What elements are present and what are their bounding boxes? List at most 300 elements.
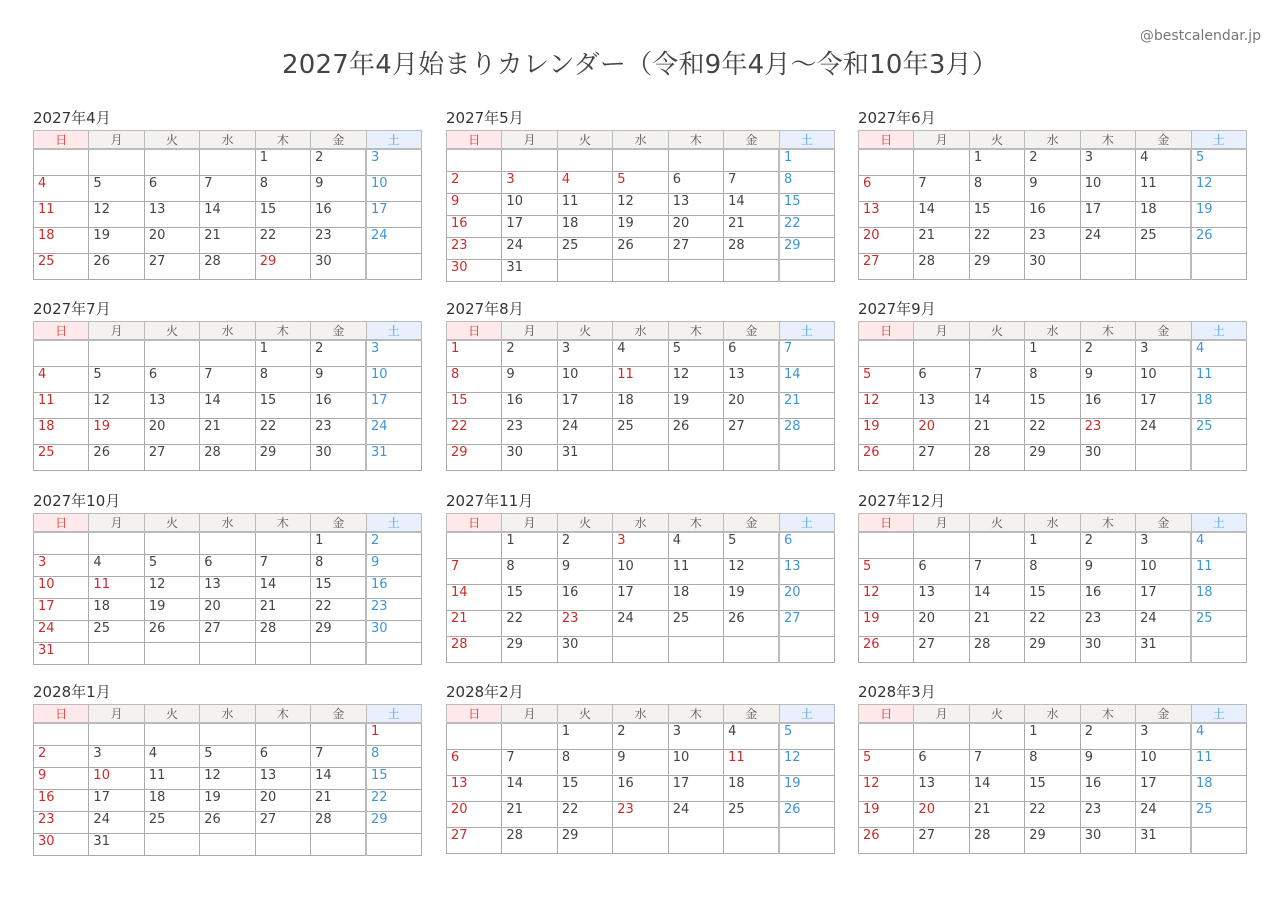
day-cell: 15 [779,194,834,216]
day-cell: 23 [311,419,366,445]
month-calendar [858,298,1247,471]
empty-cell [969,532,1024,559]
weekday-header: 日 [34,514,89,533]
day-cell: 22 [969,228,1024,254]
day-cell: 8 [1025,750,1080,776]
week-row [34,176,422,202]
month-title: 2027年12月 [858,492,946,510]
week-row [447,172,835,194]
week-row [34,228,422,254]
week-row [34,393,422,419]
day-cell: 18 [613,393,668,419]
day-cell: 24 [1080,228,1135,254]
day-cell: 27 [200,621,255,643]
day-cell: 23 [613,802,668,828]
day-cell: 11 [668,559,723,585]
day-cell: 28 [779,419,834,445]
day-cell: 3 [1136,340,1191,367]
day-cell: 13 [914,585,969,611]
week-row [34,419,422,445]
weekday-header: 土 [1191,131,1246,150]
day-cell: 1 [1025,532,1080,559]
week-row [447,419,835,445]
day-cell: 5 [200,746,255,768]
month-table [858,130,1247,280]
day-cell: 31 [502,260,557,282]
week-row [34,532,422,555]
day-cell: 24 [668,802,723,828]
month-calendar [446,681,835,854]
day-cell: 29 [1025,445,1080,471]
month-title: 2028年3月 [858,683,936,701]
day-cell: 11 [613,367,668,393]
week-row [859,340,1247,367]
day-cell: 24 [366,228,421,254]
day-cell: 5 [859,559,914,585]
empty-cell [144,149,199,176]
day-cell: 30 [1080,445,1135,471]
day-cell: 17 [1136,776,1191,802]
day-cell: 13 [200,577,255,599]
day-cell: 25 [89,621,144,643]
day-cell: 26 [613,238,668,260]
day-cell: 29 [311,621,366,643]
empty-cell [255,643,310,665]
day-cell: 20 [144,419,199,445]
month-calendar [33,298,422,471]
day-cell: 7 [255,555,310,577]
day-cell: 9 [557,559,612,585]
day-cell: 16 [557,585,612,611]
day-cell: 18 [724,776,779,802]
weekday-header: 土 [366,514,421,533]
weekday-header-row [34,514,422,533]
day-cell: 22 [502,611,557,637]
day-cell: 12 [613,194,668,216]
day-cell: 10 [89,768,144,790]
day-cell: 14 [447,585,502,611]
day-cell: 21 [779,393,834,419]
day-cell: 1 [447,340,502,367]
day-cell: 15 [1025,776,1080,802]
day-cell: 11 [1191,367,1246,393]
day-cell: 27 [914,637,969,663]
month-table [33,704,422,856]
day-cell: 16 [502,393,557,419]
day-cell: 20 [779,585,834,611]
day-cell: 14 [200,393,255,419]
week-row [447,194,835,216]
day-cell: 13 [914,776,969,802]
week-row [859,228,1247,254]
empty-cell [613,149,668,172]
weekday-header: 金 [311,705,366,724]
weekday-header: 木 [1080,131,1135,150]
weekday-header-row [859,322,1247,341]
month-calendar [446,490,835,663]
day-cell: 2 [502,340,557,367]
week-row [34,643,422,665]
weekday-header: 木 [1080,514,1135,533]
day-cell: 1 [557,723,612,750]
weekday-header: 火 [144,705,199,724]
day-cell: 27 [724,419,779,445]
day-cell: 7 [969,367,1024,393]
empty-cell [613,828,668,854]
day-cell: 23 [1025,228,1080,254]
weekday-header-row [859,131,1247,150]
weekday-header: 日 [34,322,89,341]
day-cell: 7 [724,172,779,194]
weekday-header: 月 [502,131,557,150]
day-cell: 23 [1080,419,1135,445]
month-calendar [858,490,1247,663]
week-row [859,367,1247,393]
day-cell: 17 [366,202,421,228]
week-row [859,802,1247,828]
day-cell: 27 [668,238,723,260]
day-cell: 23 [311,228,366,254]
weekday-header: 水 [200,705,255,724]
day-cell: 28 [311,812,366,834]
week-row [859,828,1247,854]
weekday-header: 火 [557,705,612,724]
weekday-header: 金 [1136,322,1191,341]
day-cell: 30 [447,260,502,282]
day-cell: 27 [859,254,914,280]
week-row [859,445,1247,471]
day-cell: 24 [1136,419,1191,445]
weekday-header: 土 [366,322,421,341]
weekday-header: 木 [668,322,723,341]
weekday-header: 木 [1080,322,1135,341]
empty-cell [200,723,255,746]
month-table [33,321,422,471]
day-cell: 7 [969,559,1024,585]
week-row [34,340,422,367]
empty-cell [311,643,366,665]
empty-cell [969,340,1024,367]
week-row [447,216,835,238]
day-cell: 19 [1191,202,1246,228]
week-row [859,559,1247,585]
day-cell: 15 [502,585,557,611]
day-cell: 16 [613,776,668,802]
day-cell: 21 [502,802,557,828]
month-table [446,513,835,663]
empty-cell [144,834,199,856]
day-cell: 17 [366,393,421,419]
empty-cell [779,260,834,282]
day-cell: 9 [366,555,421,577]
day-cell: 17 [502,216,557,238]
day-cell: 9 [1080,559,1135,585]
day-cell: 18 [668,585,723,611]
weekday-header-row [859,514,1247,533]
month-calendar [858,107,1247,280]
day-cell: 18 [557,216,612,238]
day-cell: 20 [255,790,310,812]
empty-cell [447,149,502,172]
day-cell: 5 [724,532,779,559]
page-title: 2027年4月始まりカレンダー（令和9年4月～令和10年3月） [282,50,998,80]
week-row [447,637,835,663]
week-row [859,637,1247,663]
day-cell: 5 [668,340,723,367]
weekday-header: 火 [969,705,1024,724]
day-cell: 22 [557,802,612,828]
day-cell: 29 [366,812,421,834]
day-cell: 5 [859,750,914,776]
month-title: 2027年7月 [33,300,111,318]
day-cell: 13 [144,393,199,419]
month-title: 2027年10月 [33,492,121,510]
day-cell: 10 [1136,367,1191,393]
empty-cell [724,828,779,854]
week-row [34,834,422,856]
day-cell: 10 [557,367,612,393]
empty-cell [255,532,310,555]
day-cell: 16 [1080,393,1135,419]
empty-cell [255,834,310,856]
empty-cell [613,445,668,471]
day-cell: 22 [255,419,310,445]
day-cell: 25 [1191,611,1246,637]
day-cell: 29 [255,445,310,471]
day-cell: 10 [1136,559,1191,585]
day-cell: 12 [144,577,199,599]
day-cell: 31 [89,834,144,856]
day-cell: 30 [366,621,421,643]
empty-cell [200,532,255,555]
day-cell: 16 [34,790,89,812]
week-row [34,202,422,228]
week-row [447,611,835,637]
day-cell: 24 [89,812,144,834]
day-cell: 2 [1080,340,1135,367]
day-cell: 28 [255,621,310,643]
day-cell: 4 [1191,723,1246,750]
empty-cell [366,254,421,280]
day-cell: 2 [613,723,668,750]
day-cell: 30 [1080,828,1135,854]
weekday-header: 土 [779,514,834,533]
day-cell: 9 [1080,367,1135,393]
weekday-header: 月 [914,322,969,341]
day-cell: 21 [200,228,255,254]
weekday-header-row [34,322,422,341]
week-row [34,149,422,176]
day-cell: 9 [613,750,668,776]
month-table [858,321,1247,471]
month-calendar [858,681,1247,854]
day-cell: 10 [34,577,89,599]
day-cell: 17 [1080,202,1135,228]
day-cell: 16 [1025,202,1080,228]
day-cell: 12 [859,776,914,802]
day-cell: 1 [779,149,834,172]
week-row [859,723,1247,750]
empty-cell [914,340,969,367]
day-cell: 2 [557,532,612,559]
empty-cell [668,149,723,172]
weekday-header: 水 [613,131,668,150]
day-cell: 8 [255,367,310,393]
day-cell: 26 [779,802,834,828]
day-cell: 19 [859,802,914,828]
month-title: 2028年1月 [33,683,111,701]
day-cell: 24 [1136,802,1191,828]
day-cell: 17 [89,790,144,812]
weekday-header: 火 [557,322,612,341]
day-cell: 2 [1080,532,1135,559]
day-cell: 28 [200,445,255,471]
weekday-header: 水 [1025,514,1080,533]
weekday-header: 土 [779,705,834,724]
day-cell: 31 [1136,828,1191,854]
empty-cell [859,532,914,559]
day-cell: 12 [668,367,723,393]
day-cell: 1 [366,723,421,746]
day-cell: 29 [1025,828,1080,854]
day-cell: 25 [668,611,723,637]
day-cell: 29 [255,254,310,280]
day-cell: 6 [724,340,779,367]
empty-cell [34,149,89,176]
day-cell: 6 [859,176,914,202]
weekday-header: 火 [969,514,1024,533]
weekday-header-row [859,705,1247,724]
weekday-header-row [447,322,835,341]
day-cell: 17 [34,599,89,621]
day-cell: 8 [557,750,612,776]
empty-cell [668,445,723,471]
weekday-header: 木 [668,705,723,724]
day-cell: 20 [914,611,969,637]
day-cell: 17 [613,585,668,611]
day-cell: 11 [1191,559,1246,585]
empty-cell [914,532,969,559]
day-cell: 21 [969,802,1024,828]
empty-cell [200,643,255,665]
day-cell: 5 [144,555,199,577]
day-cell: 23 [1080,611,1135,637]
day-cell: 22 [255,228,310,254]
week-row [859,176,1247,202]
day-cell: 24 [1136,611,1191,637]
weekday-header: 金 [311,514,366,533]
day-cell: 14 [200,202,255,228]
day-cell: 13 [255,768,310,790]
day-cell: 22 [447,419,502,445]
empty-cell [89,149,144,176]
week-row [447,585,835,611]
day-cell: 22 [1025,419,1080,445]
week-row [34,555,422,577]
day-cell: 20 [859,228,914,254]
day-cell: 1 [255,340,310,367]
week-row [34,790,422,812]
day-cell: 19 [859,611,914,637]
empty-cell [34,340,89,367]
day-cell: 12 [859,393,914,419]
day-cell: 11 [34,202,89,228]
day-cell: 26 [1191,228,1246,254]
day-cell: 20 [914,419,969,445]
day-cell: 15 [1025,585,1080,611]
week-row [34,599,422,621]
day-cell: 25 [34,445,89,471]
day-cell: 7 [914,176,969,202]
day-cell: 13 [914,393,969,419]
day-cell: 8 [447,367,502,393]
day-cell: 13 [447,776,502,802]
day-cell: 15 [969,202,1024,228]
day-cell: 1 [255,149,310,176]
day-cell: 19 [613,216,668,238]
day-cell: 10 [668,750,723,776]
day-cell: 26 [89,254,144,280]
empty-cell [859,149,914,176]
week-row [447,559,835,585]
day-cell: 14 [969,776,1024,802]
day-cell: 9 [447,194,502,216]
day-cell: 10 [1080,176,1135,202]
empty-cell [34,532,89,555]
day-cell: 15 [311,577,366,599]
day-cell: 6 [144,367,199,393]
day-cell: 24 [366,419,421,445]
day-cell: 15 [255,202,310,228]
day-cell: 12 [779,750,834,776]
day-cell: 20 [447,802,502,828]
day-cell: 18 [34,228,89,254]
day-cell: 22 [1025,802,1080,828]
day-cell: 12 [859,585,914,611]
day-cell: 8 [255,176,310,202]
day-cell: 20 [668,216,723,238]
weekday-header: 水 [200,514,255,533]
day-cell: 30 [311,254,366,280]
day-cell: 20 [914,802,969,828]
day-cell: 12 [724,559,779,585]
day-cell: 2 [311,340,366,367]
day-cell: 9 [502,367,557,393]
day-cell: 1 [1025,723,1080,750]
day-cell: 30 [502,445,557,471]
day-cell: 4 [724,723,779,750]
week-row [34,254,422,280]
day-cell: 1 [311,532,366,555]
weekday-header-row [34,131,422,150]
empty-cell [502,723,557,750]
month-calendar [446,107,835,282]
day-cell: 2 [1025,149,1080,176]
day-cell: 15 [447,393,502,419]
week-row [447,149,835,172]
week-row [859,532,1247,559]
weekday-header: 月 [89,705,144,724]
day-cell: 25 [557,238,612,260]
weekday-header: 土 [1191,514,1246,533]
day-cell: 4 [1136,149,1191,176]
day-cell: 14 [724,194,779,216]
day-cell: 11 [1136,176,1191,202]
day-cell: 29 [502,637,557,663]
weekday-header: 金 [724,705,779,724]
weekday-header: 日 [859,514,914,533]
month-title: 2027年9月 [858,300,936,318]
